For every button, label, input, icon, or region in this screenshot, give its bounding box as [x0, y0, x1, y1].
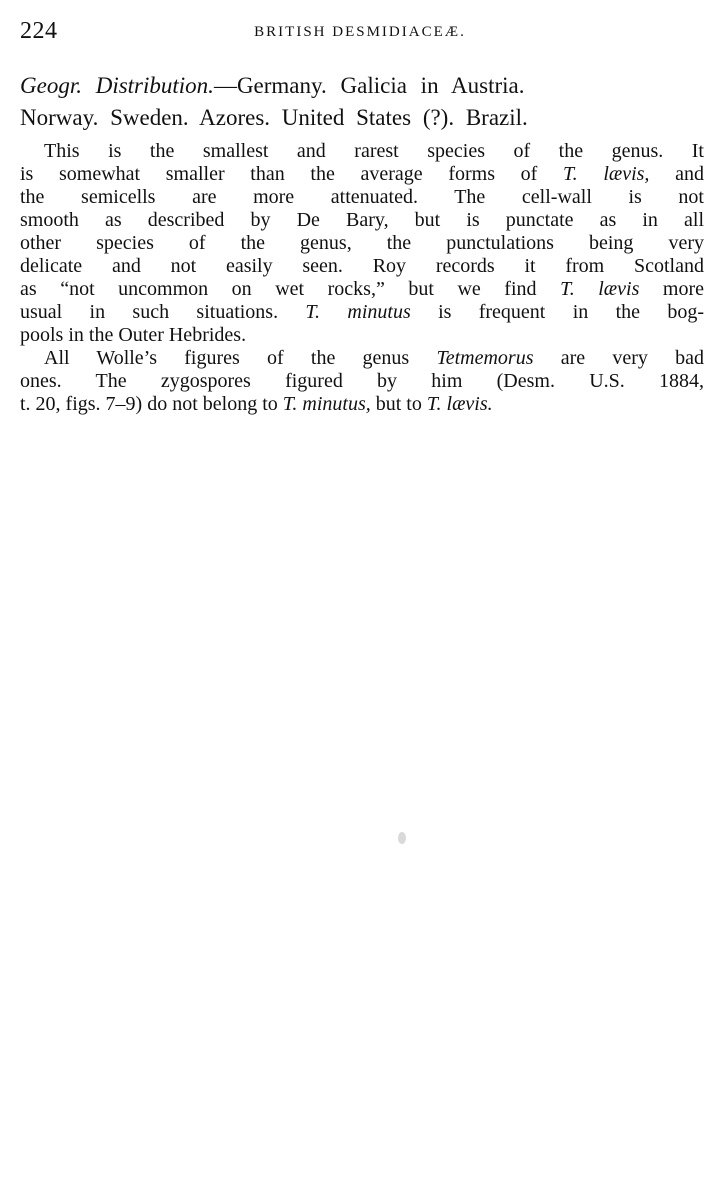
running-head — [20, 18, 700, 48]
p1-line: other species of the genus, the punctulations being very — [20, 232, 704, 254]
p1-line — [20, 163, 704, 186]
paper-speck — [398, 832, 406, 844]
italic-run: Tetmemorus — [436, 347, 534, 369]
italic-run: T. minutus, — [282, 393, 371, 415]
p1-line: This is the smallest and rarest species of the genus. It — [44, 140, 704, 162]
italic-run: T. minutus — [305, 301, 411, 323]
text-run: All Wolle’s figures of the genus — [44, 347, 437, 369]
p1-line — [20, 278, 704, 301]
body-text — [20, 70, 704, 416]
p1-line: delicate and not easily seen. Roy records it from Scotland — [20, 255, 704, 277]
geo-line-1 — [20, 70, 704, 102]
page-number: 224 — [20, 18, 58, 44]
p1-line — [20, 301, 704, 324]
geographic-distribution — [20, 70, 704, 134]
geo-line-2: Norway. Sweden. Azores. United States (?). Brazil. — [20, 105, 528, 130]
p2-line — [20, 393, 704, 416]
p2-line: ones. The zygospores figured by him (Desm. U.S. 1884, — [20, 370, 704, 392]
text-run: is somewhat smaller than the average forms of — [20, 163, 564, 185]
geo-line-1-rest: —Germany. Galicia in Austria. — [213, 73, 525, 98]
p1-line: the semicells are more attenuated. The cell-wall is not — [20, 186, 704, 208]
p1-line: smooth as described by De Bary, but is punctate as in all — [20, 209, 704, 231]
italic-run: T. lævis, — [563, 163, 650, 185]
text-run: but to — [370, 393, 427, 415]
paragraph-2 — [20, 347, 704, 416]
paragraph-1 — [20, 140, 704, 347]
text-run: more — [639, 278, 704, 300]
text-run: t. 20, figs. 7–9) do not belong to — [20, 393, 283, 415]
text-run: is frequent in the bog- — [410, 301, 704, 323]
text-run: and — [649, 163, 704, 185]
running-title: BRITISH DESMIDIACEÆ. — [254, 24, 466, 40]
p2-line — [20, 347, 704, 370]
p1-line: pools in the Outer Hebrides. — [20, 324, 247, 346]
italic-run: T. lævis — [560, 278, 640, 300]
geo-label: Geogr. Distribution. — [20, 73, 214, 98]
text-run: are very bad — [533, 347, 705, 369]
italic-run: T. lævis. — [426, 393, 493, 415]
text-run: as “not uncommon on wet rocks,” but we find — [20, 278, 561, 300]
text-run: usual in such situations. — [20, 301, 306, 323]
